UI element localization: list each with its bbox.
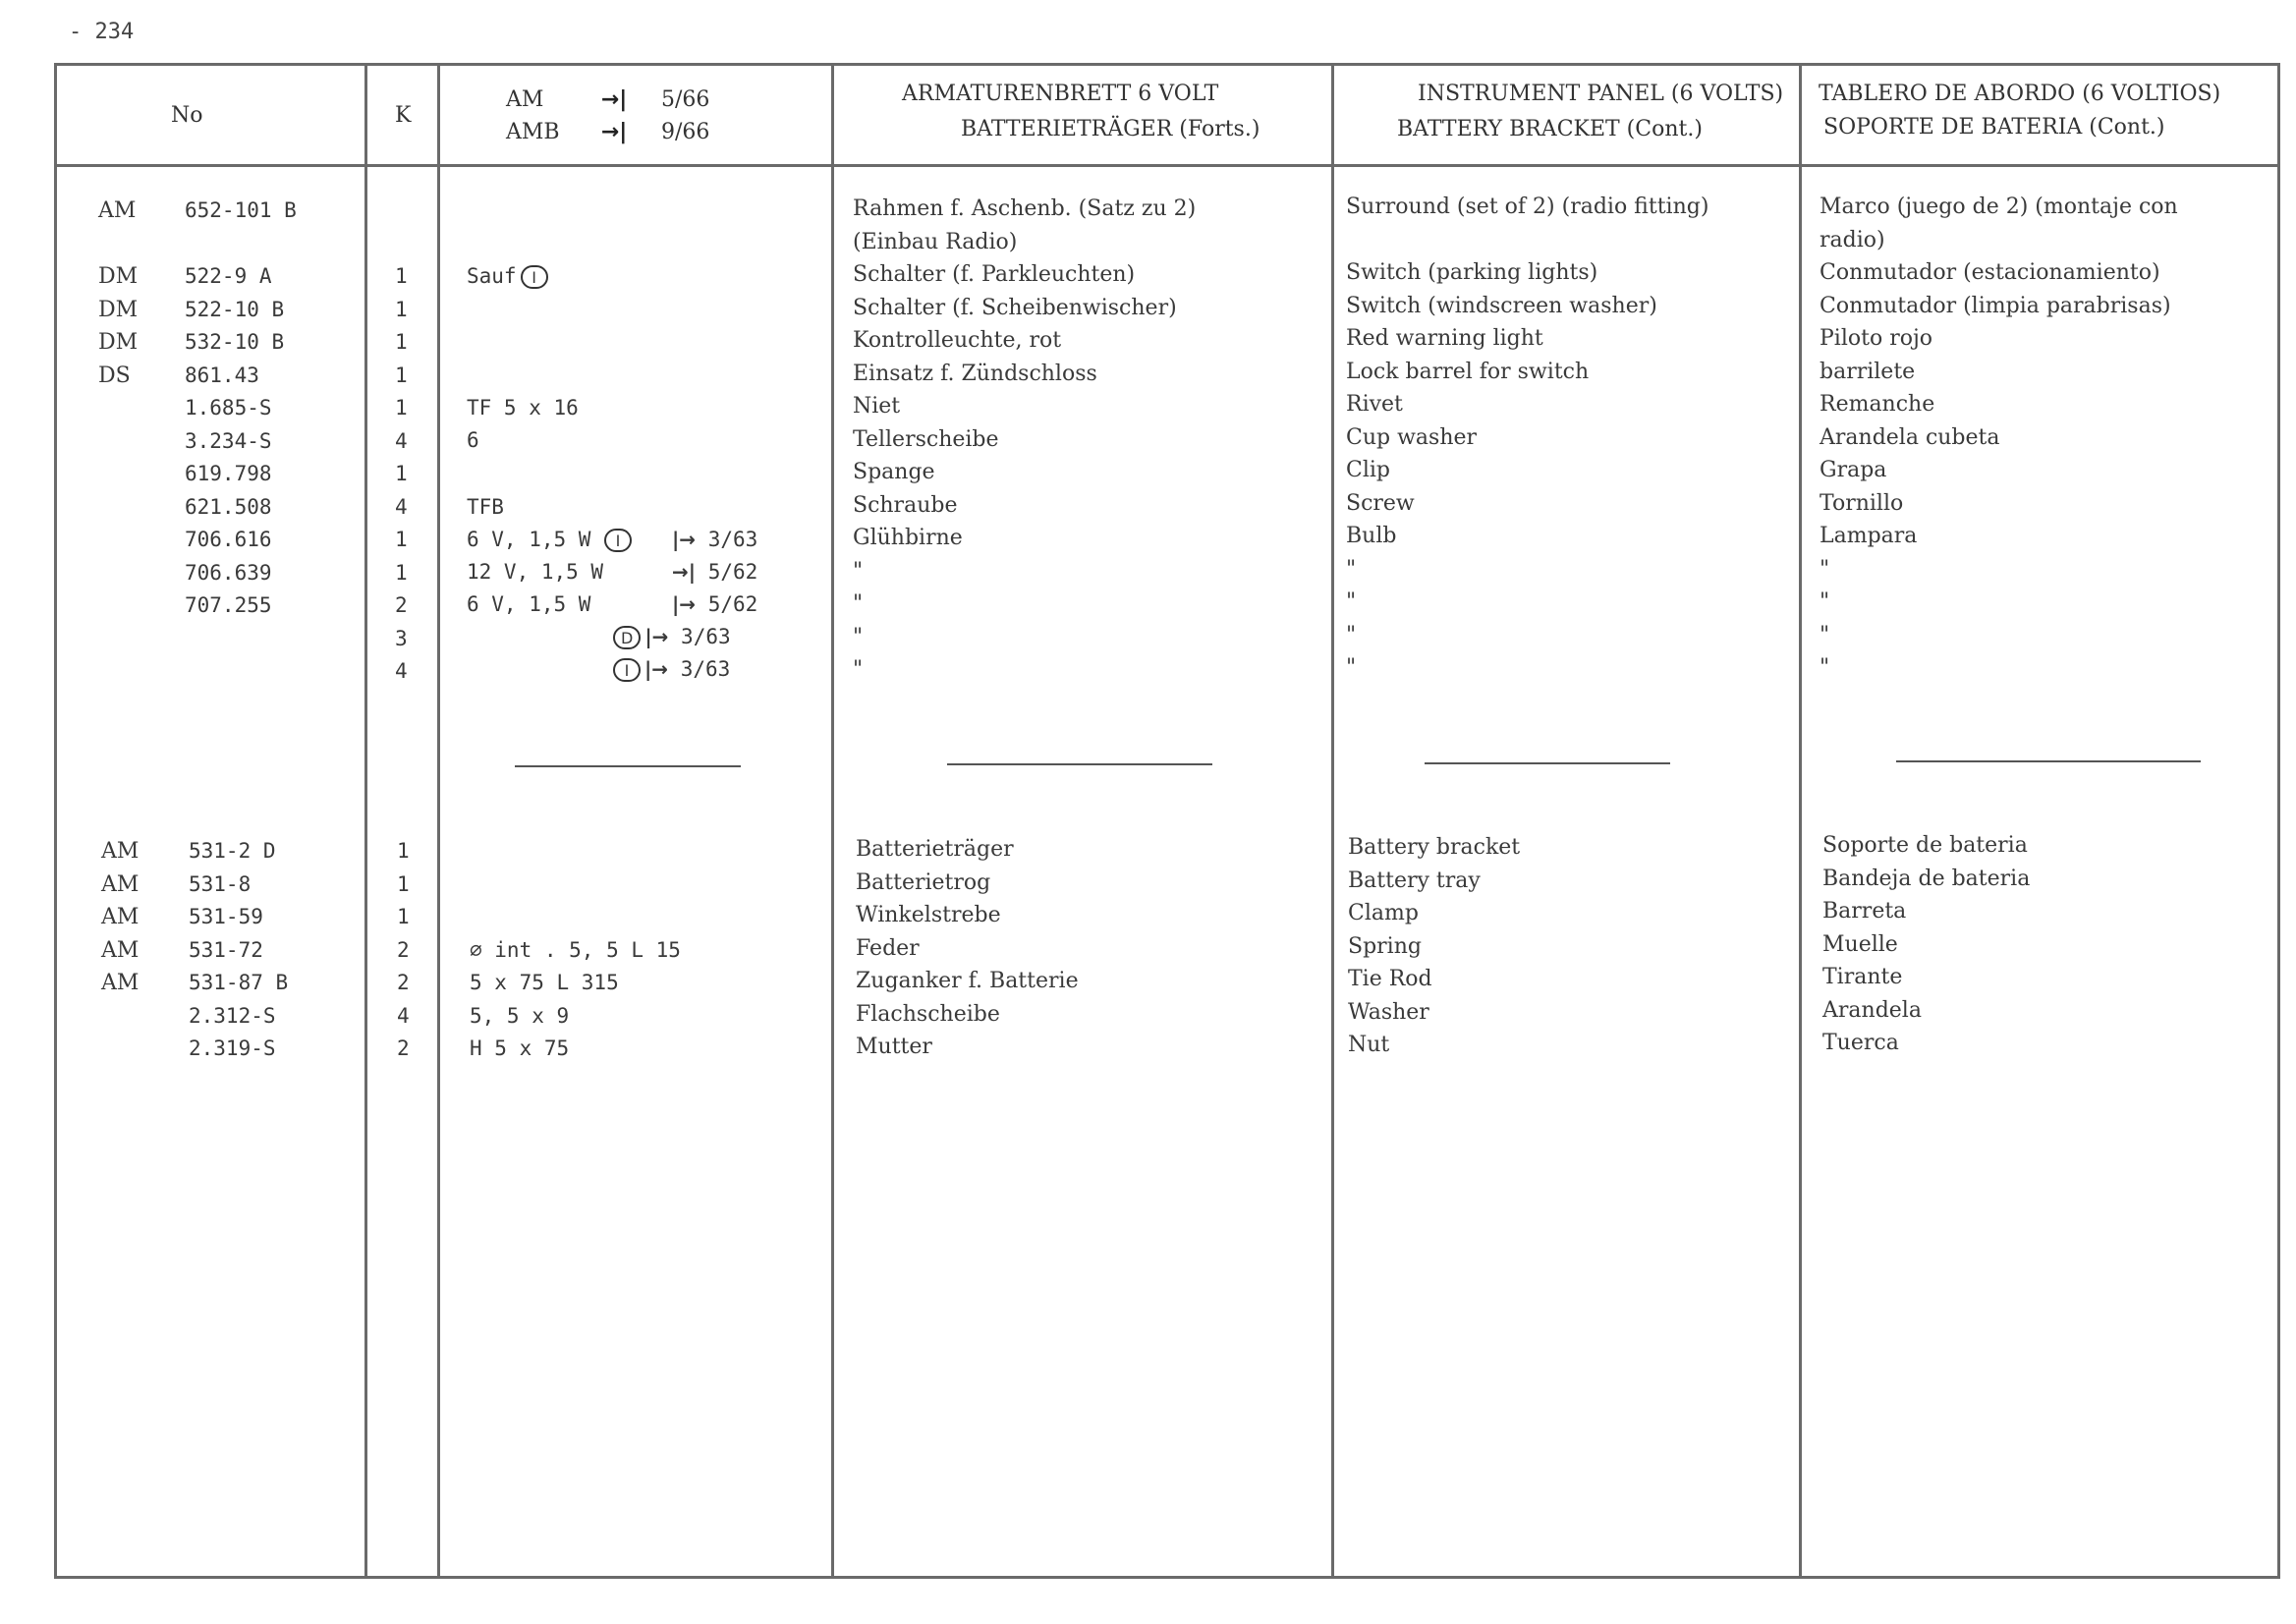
german-description: Mutter — [856, 1035, 932, 1059]
note-cell — [470, 868, 681, 902]
date-bulb1: |→ 3/63 — [672, 528, 758, 551]
quantity-cell: 1 — [395, 396, 408, 420]
header-model-amb — [506, 115, 709, 150]
german-description: Glühbirne — [853, 526, 963, 550]
code-cell: AM — [101, 839, 140, 864]
code-cell — [98, 228, 138, 261]
german-description: Batterietrog — [856, 869, 991, 895]
note-bulb3: 6 V, 1,5 W — [467, 592, 591, 616]
english-description: Nut — [1348, 1033, 1390, 1057]
note-bulb1: 6 V, 1,5 W I — [467, 524, 636, 557]
part-number: 3.234-S — [185, 428, 272, 453]
spanish-description: Conmutador (estacionamiento) — [1820, 260, 2160, 285]
section1-spanish — [1820, 191, 2178, 685]
english-description: " — [1346, 655, 1357, 680]
spanish-description: radio) — [1820, 227, 1885, 252]
spanish-description: " — [1820, 622, 1830, 647]
header-spanish-line2: SOPORTE DE BATERIA (Cont.) — [1823, 115, 2165, 140]
spanish-description: Bandeja de bateria — [1822, 866, 2031, 891]
section2-codes — [101, 835, 139, 1000]
section-separator — [515, 765, 741, 767]
english-description — [1346, 224, 1708, 257]
spanish-description: " — [1820, 589, 1830, 614]
spanish-description: Remanche — [1820, 392, 1935, 417]
code-cell: DM — [98, 264, 139, 289]
spanish-description: " — [1820, 655, 1830, 680]
note-cell: H 5 x 75 — [470, 1036, 570, 1060]
quantity-cell — [395, 228, 408, 261]
quantity-cell: 2 — [397, 1036, 410, 1060]
code-cell: DM — [98, 297, 139, 322]
note-bulb4: D |→ 3/63 — [609, 621, 731, 654]
german-description: Batterieträger — [856, 837, 1014, 862]
section2-k — [397, 835, 410, 1066]
column-divider-english — [1331, 66, 1334, 1576]
note-cell: 5, 5 x 9 — [470, 1003, 570, 1028]
english-description: " — [1346, 622, 1357, 647]
arrow-from-icon: |→ — [644, 625, 669, 648]
spanish-description: Tuerca — [1822, 1031, 1899, 1055]
column-divider-spanish — [1799, 66, 1802, 1576]
code-cell: AM — [101, 937, 140, 963]
model-am-date: 5/66 — [661, 87, 710, 112]
quantity-cell: 3 — [395, 626, 408, 650]
quantity-cell: 1 — [397, 905, 410, 928]
section-separator — [947, 763, 1212, 765]
spanish-description: Arandela cubeta — [1820, 424, 2000, 450]
spanish-description: Tornillo — [1820, 490, 1904, 516]
english-description: " — [1346, 589, 1357, 614]
spanish-description: Barreta — [1822, 899, 1907, 924]
variant-badge: I — [613, 658, 641, 682]
header-german-line2: BATTERIETRÄGER (Forts.) — [961, 117, 1260, 141]
english-description: Lock barrel for switch — [1346, 359, 1590, 384]
section2-english — [1348, 831, 1520, 1062]
quantity-cell: 1 — [397, 871, 410, 896]
section1-codes — [98, 195, 138, 392]
header-english-line1: INSTRUMENT PANEL (6 VOLTS) — [1418, 82, 1784, 106]
english-description: Bulb — [1346, 524, 1397, 548]
german-description: " — [853, 591, 864, 616]
part-number: 619.798 — [185, 462, 272, 485]
model-am: AM — [506, 87, 544, 112]
english-description: Tie Rod — [1348, 967, 1432, 991]
german-description: (Einbau Radio) — [853, 229, 1018, 254]
part-number: 652-101 B — [185, 198, 297, 222]
english-description: Red warning light — [1346, 326, 1543, 351]
part-number: 1.685-S — [185, 396, 272, 420]
quantity-cell: 1 — [395, 330, 408, 354]
arrow-until-icon: →| — [600, 120, 628, 144]
german-description: Tellerscheibe — [853, 426, 999, 452]
variant-badge: I — [604, 529, 632, 552]
german-description: Schraube — [853, 492, 958, 518]
date-bulb2: →| 5/62 — [672, 560, 758, 584]
spanish-description: Muelle — [1822, 931, 1898, 957]
spanish-description: Conmutador (limpia parabrisas) — [1820, 293, 2171, 318]
note-cell: ∅ int . 5, 5 L 15 — [470, 937, 681, 962]
header-english-line2: BATTERY BRACKET (Cont.) — [1397, 117, 1703, 141]
german-description: " — [853, 558, 864, 584]
code-cell: AM — [101, 905, 140, 929]
section2-numbers — [189, 835, 288, 1066]
english-description: " — [1346, 556, 1357, 582]
german-description: Einsatz f. Zündschloss — [853, 361, 1097, 386]
note-bulb5: I |→ 3/63 — [609, 653, 730, 687]
code-cell: DM — [98, 330, 139, 355]
quantity-cell: 1 — [395, 264, 408, 288]
quantity-cell: 1 — [395, 560, 408, 585]
german-description: Rahmen f. Aschenb. (Satz zu 2) — [853, 196, 1197, 221]
spanish-description: Piloto rojo — [1820, 326, 1933, 351]
english-description: Switch (parking lights) — [1346, 260, 1598, 285]
code-cell: AM — [101, 971, 140, 995]
arrow-until-icon: →| — [600, 87, 628, 112]
section1-german — [853, 193, 1196, 687]
section1-english — [1346, 191, 1708, 685]
english-description: Battery bracket — [1348, 835, 1521, 860]
section-separator — [1896, 760, 2201, 762]
quantity-cell: 2 — [397, 937, 410, 962]
note-bulb2: 12 V, 1,5 W — [467, 560, 604, 584]
english-description: Surround (set of 2) (radio fitting) — [1346, 195, 1709, 219]
section1-numbers — [185, 195, 297, 623]
english-description: Cup washer — [1346, 424, 1478, 450]
model-amb-date: 9/66 — [661, 120, 710, 144]
german-description: Feder — [856, 935, 920, 961]
quantity-cell: 1 — [395, 363, 408, 387]
german-description: " — [853, 624, 864, 649]
section2-german — [856, 833, 1079, 1064]
english-description: Clip — [1346, 458, 1390, 482]
part-number: 531-8 — [189, 871, 252, 896]
quantity-cell: 1 — [395, 528, 408, 551]
english-description: Battery tray — [1348, 868, 1481, 893]
german-description: " — [853, 657, 864, 682]
header-model-am — [506, 83, 709, 118]
german-description: Niet — [853, 394, 901, 419]
german-description: Zuganker f. Batterie — [856, 969, 1079, 993]
column-divider-k — [364, 66, 367, 1576]
section-separator — [1425, 762, 1670, 764]
part-number — [185, 228, 297, 261]
model-amb: AMB — [506, 120, 560, 144]
variant-badge: D — [613, 626, 641, 649]
header-divider — [57, 164, 2277, 167]
note-tfb: TFB — [467, 495, 504, 519]
section2-spanish — [1822, 829, 2030, 1060]
spanish-description: Soporte de bateria — [1822, 833, 2028, 858]
arrow-from-icon: |→ — [672, 528, 697, 551]
note-cell: 5 x 75 L 315 — [470, 971, 619, 994]
english-description: Rivet — [1346, 392, 1403, 417]
english-description: Spring — [1348, 933, 1422, 959]
note-tf: TF 5 x 16 — [467, 396, 579, 420]
part-number: 2.312-S — [189, 1003, 276, 1028]
note-cell — [470, 835, 681, 868]
part-number: 621.508 — [185, 494, 272, 519]
header-k: K — [395, 103, 412, 128]
arrow-until-icon: →| — [672, 560, 697, 584]
part-number: 522-9 A — [185, 264, 272, 288]
page-number: - 234 — [69, 20, 135, 44]
part-number: 706.639 — [185, 560, 272, 585]
quantity-cell: 2 — [397, 971, 410, 994]
arrow-from-icon: |→ — [672, 592, 697, 616]
code-cell: AM — [98, 198, 137, 223]
german-description: Winkelstrebe — [856, 903, 1001, 927]
spanish-description: Lampara — [1820, 524, 1918, 548]
spanish-description: Grapa — [1820, 458, 1887, 482]
quantity-cell: 4 — [395, 659, 408, 683]
spanish-description: barrilete — [1820, 359, 1916, 384]
spanish-description: Marco (juego de 2) (montaje con — [1820, 195, 2178, 219]
note-six: 6 — [467, 428, 479, 452]
header-german-line1: ARMATURENBRETT 6 VOLT — [902, 82, 1219, 106]
section1-k — [395, 195, 408, 689]
english-description: Screw — [1346, 490, 1415, 516]
german-description: Spange — [853, 460, 935, 484]
english-description: Switch (windscreen washer) — [1346, 293, 1657, 318]
column-divider-german — [831, 66, 834, 1576]
quantity-cell: 4 — [395, 494, 408, 519]
quantity-cell: 1 — [395, 297, 408, 321]
english-description: Washer — [1348, 999, 1429, 1025]
section2-notes — [470, 835, 681, 1066]
quantity-cell: 1 — [397, 839, 410, 863]
quantity-cell: 4 — [397, 1003, 410, 1028]
quantity-cell — [395, 195, 408, 228]
spanish-description: Tirante — [1822, 965, 1903, 989]
spanish-description: " — [1820, 556, 1830, 582]
quantity-cell: 2 — [395, 593, 408, 617]
part-number: 861.43 — [185, 363, 259, 387]
part-number: 532-10 B — [185, 330, 285, 354]
part-number: 531-72 — [189, 937, 263, 962]
date-bulb3: |→ 5/62 — [672, 592, 758, 616]
header-no: No — [171, 103, 203, 128]
header-spanish-line1: TABLERO DE ABORDO (6 VOLTIOS) — [1819, 82, 2221, 106]
english-description: Clamp — [1348, 901, 1419, 925]
part-number: 706.616 — [185, 528, 272, 551]
column-divider-notes — [437, 66, 440, 1576]
part-number: 531-87 B — [189, 971, 289, 994]
part-number: 522-10 B — [185, 297, 285, 321]
code-cell: AM — [101, 871, 140, 897]
german-description: Flachscheibe — [856, 1001, 1000, 1027]
part-number: 531-59 — [189, 905, 263, 928]
german-description: Kontrolleuchte, rot — [853, 328, 1062, 353]
note-cell — [470, 901, 681, 934]
variant-badge: I — [521, 265, 548, 289]
part-number: 707.255 — [185, 593, 272, 617]
german-description: Schalter (f. Scheibenwischer) — [853, 295, 1177, 320]
spanish-description: Arandela — [1822, 997, 1922, 1023]
note-sauf: Sauf I — [467, 260, 552, 294]
part-number: 2.319-S — [189, 1036, 276, 1060]
german-description: Schalter (f. Parkleuchten) — [853, 262, 1136, 287]
arrow-from-icon: |→ — [644, 657, 669, 681]
quantity-cell: 1 — [395, 462, 408, 485]
code-cell: DS — [98, 363, 131, 388]
part-number: 531-2 D — [189, 839, 276, 863]
quantity-cell: 4 — [395, 428, 408, 453]
